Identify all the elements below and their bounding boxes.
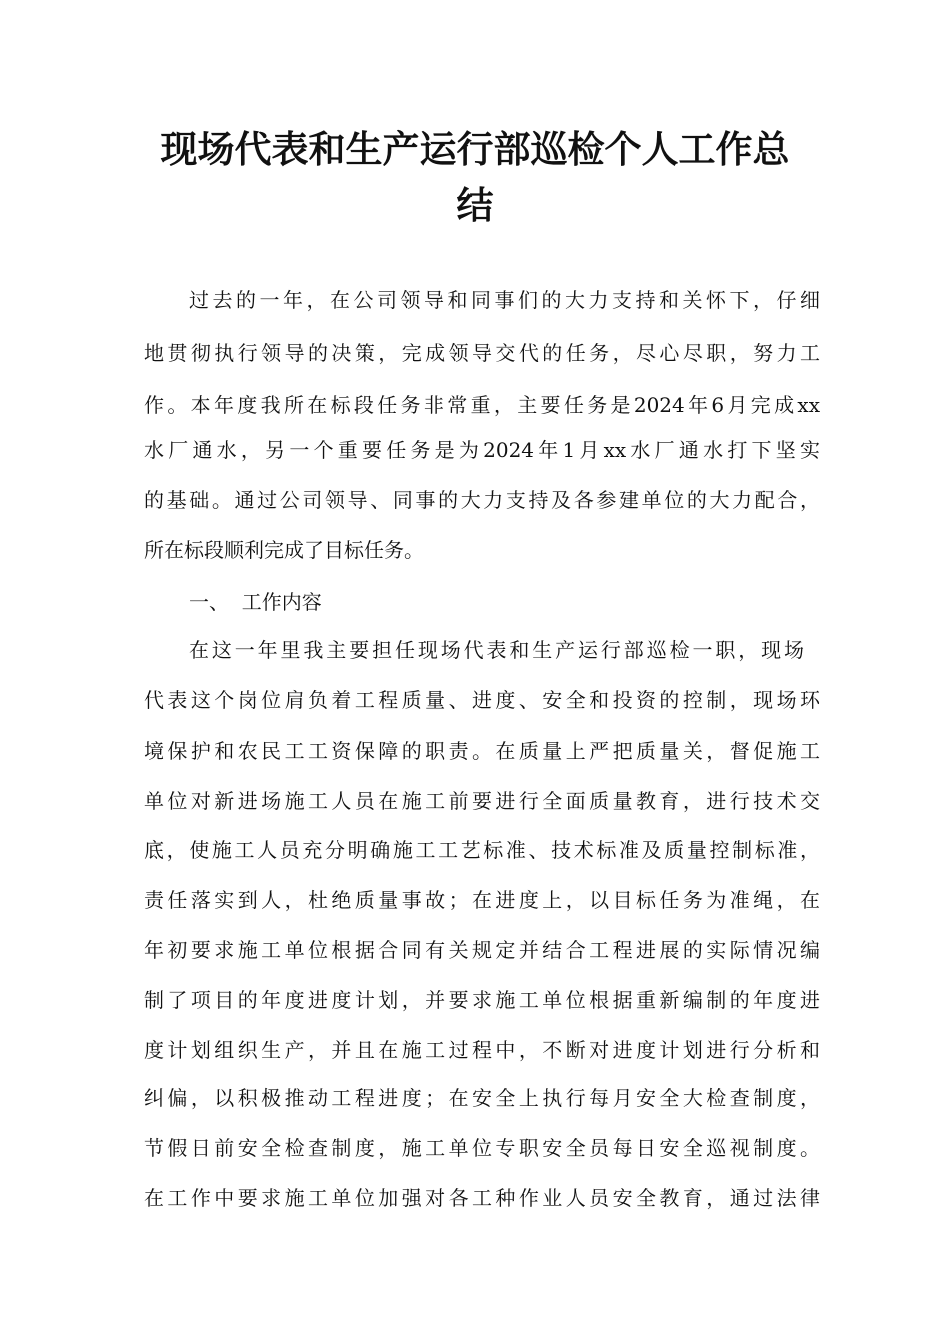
section-line: 责任落实到人，杜绝质量事故；在进度上，以目标任务为准绳，在 (144, 888, 820, 912)
section-line: 代表这个岗位肩负着工程质量、进度、安全和投资的控制，现场环 (144, 688, 820, 712)
section-line: 在工作中要求施工单位加强对各工种作业人员安全教育，通过法律 (144, 1186, 820, 1210)
section-line: 年初要求施工单位根据合同有关规定并结合工程进展的实际情况编 (144, 938, 820, 962)
section-line: 在这一年里我主要担任现场代表和生产运行部巡检一职，现场 (189, 638, 804, 662)
intro-line: 水厂通水，另一个重要任务是为2024年1月xx水厂通水打下坚实 (144, 438, 820, 462)
section-line: 节假日前安全检查制度，施工单位专职安全员每日安全巡视制度。 (144, 1136, 820, 1160)
section-line: 纠偏，以积极推动工程进度；在安全上执行每月安全大检查制度， (144, 1086, 820, 1110)
section-line: 底，使施工人员充分明确施工工艺标准、技术标准及质量控制标准， (144, 838, 820, 862)
intro-line: 作。本年度我所在标段任务非常重，主要任务是2024年6月完成xx (144, 393, 820, 417)
document-title-line-2: 结 (456, 184, 494, 227)
section-line: 境保护和农民工工资保障的职责。在质量上严把质量关，督促施工 (144, 739, 820, 763)
section-line: 度计划组织生产，并且在施工过程中，不断对进度计划进行分析和 (144, 1038, 820, 1062)
intro-line: 过去的一年，在公司领导和同事们的大力支持和关怀下，仔细 (189, 288, 820, 312)
section-heading: 一、 工作内容 (189, 590, 322, 614)
intro-line: 地贯彻执行领导的决策，完成领导交代的任务，尽心尽职，努力工 (144, 341, 820, 365)
section-line: 制了项目的年度进度计划，并要求施工单位根据重新编制的年度进 (144, 988, 820, 1012)
document-title-line-1: 现场代表和生产运行部巡检个人工作总 (160, 128, 790, 171)
intro-line: 的基础。通过公司领导、同事的大力支持及各参建单位的大力配合， (144, 488, 820, 512)
intro-line: 所在标段顺利完成了目标任务。 (144, 538, 424, 562)
section-line: 单位对新进场施工人员在施工前要进行全面质量教育，进行技术交 (144, 789, 820, 813)
